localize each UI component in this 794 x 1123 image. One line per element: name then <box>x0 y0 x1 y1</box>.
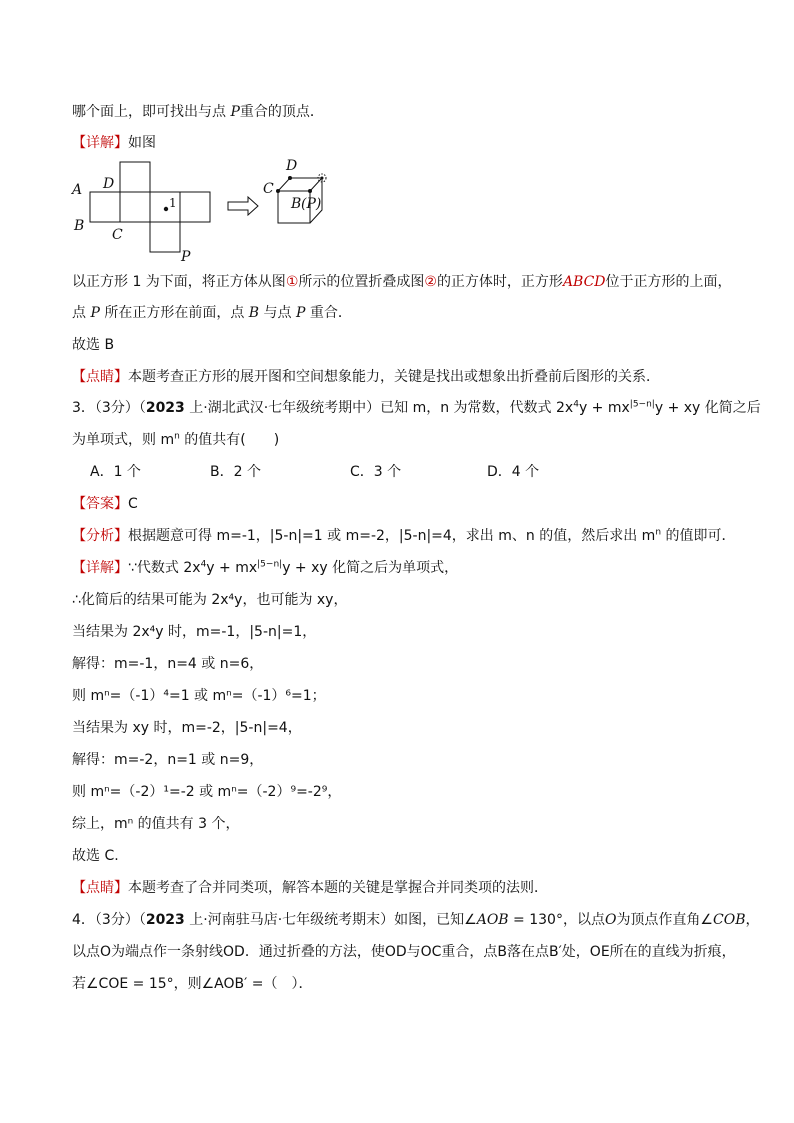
comment-text: 本题考查正方形的展开图和空间想象能力，关键是找出或想象出折叠前后图形的关系． <box>128 369 660 385</box>
detail-tag: 【详解】 <box>72 560 128 576</box>
text: 所在正方形在前面，点 <box>99 305 249 321</box>
text: 的值即可． <box>661 528 736 544</box>
option-b: B．2 个 <box>210 464 261 480</box>
answer-line <box>72 494 138 514</box>
text: 的值共有( ) <box>179 432 280 448</box>
analysis-text: 根据题意可得 m=-1，|5-n|=1 或 m=-2，|5-n|=4，求出 m、n 的值，然后求出 m <box>128 528 656 544</box>
cube-net-figure <box>70 158 340 266</box>
comment-tag: 【点睛】 <box>72 880 128 896</box>
text: 4．（3分）（ <box>72 912 146 928</box>
text: 重合的顶点． <box>239 104 324 120</box>
text: 为单项式，则 m <box>72 432 175 448</box>
q3-line-1 <box>72 398 761 418</box>
answer-text: C <box>128 496 138 512</box>
year: 2023 <box>145 400 185 416</box>
cube-label-p: (P) <box>301 196 322 212</box>
choose-line: 故选 B <box>72 337 115 353</box>
explain-line-1 <box>72 272 732 292</box>
detail2-line <box>72 558 458 578</box>
label-c: C <box>112 227 123 243</box>
label-b: B <box>74 218 85 234</box>
cube-label-c: C <box>263 181 274 197</box>
text: 重合． <box>305 305 352 321</box>
top-line <box>72 102 324 122</box>
step-line: 则 mⁿ=（-1）⁴=1 或 mⁿ=（-1）⁶=1； <box>72 688 326 704</box>
cube-label-b: B <box>291 196 302 212</box>
text: 位于正方形的上面， <box>605 274 732 290</box>
label-a: A <box>72 182 83 198</box>
exponent: n <box>655 527 662 538</box>
text: 点 <box>72 305 91 321</box>
comment-tag: 【点睛】 <box>72 369 128 385</box>
q4-line-2: 以点O为端点作一条射线OD．通过折叠的方法，使OD与OC重合，点B落在点B′处，OE所在的直线为折痕， <box>72 944 736 960</box>
q3-line-2 <box>72 430 279 450</box>
point-b: B <box>248 305 260 321</box>
explain-line-2 <box>72 303 352 323</box>
text: 哪个面上，即可找出与点 <box>72 104 231 120</box>
option-c: C．3 个 <box>350 464 402 480</box>
point-p: P <box>230 104 240 120</box>
abcd: ABCD <box>562 274 606 290</box>
step-line: 故选 C. <box>72 848 119 864</box>
exponent: 4 <box>200 559 207 570</box>
text: 3．（3分）（ <box>72 400 146 416</box>
option-a: A．1 个 <box>90 464 141 480</box>
exponent: |5−n| <box>629 399 655 410</box>
text: y + xy 化简之后为单项式， <box>282 560 459 576</box>
point-p: P <box>295 305 306 321</box>
text: y + mx <box>578 400 630 416</box>
step-line: 当结果为 xy 时，m=-2，|5-n|=4， <box>72 720 302 736</box>
step-line: 综上，mⁿ 的值共有 3 个， <box>72 816 240 832</box>
text: y + mx <box>206 560 258 576</box>
detail-tag: 【详解】 <box>72 135 128 151</box>
label-p: P <box>181 249 191 265</box>
analysis-line <box>72 526 735 546</box>
cube-label-d: D <box>286 158 298 174</box>
year: 2023 <box>145 912 185 928</box>
step-line: 解得：m=-1，n=4 或 n=6， <box>72 656 264 672</box>
text: 与点 <box>259 305 296 321</box>
text: 以正方形 1 为下面，将正方体从图 <box>72 274 286 290</box>
comment-line-1 <box>72 367 660 387</box>
exponent: 4 <box>573 399 579 410</box>
text: 上·湖北武汉·七年级统考期中）已知 m，n 为常数，代数式 2x <box>184 400 574 416</box>
analysis-tag: 【分析】 <box>72 528 128 544</box>
step-line: 当结果为 2x⁴y 时，m=-1，|5-n|=1， <box>72 624 317 640</box>
angle-aob: AOB <box>476 912 509 928</box>
option-d: D．4 个 <box>487 464 540 480</box>
circle-1: ① <box>285 274 299 290</box>
text: 的正方体时，正方形 <box>436 274 563 290</box>
step-line: ∴化简后的结果可能为 2x⁴y，也可能为 xy， <box>72 592 348 608</box>
circle-2: ② <box>424 274 437 290</box>
exponent: |5−n| <box>257 559 283 570</box>
text: 所示的位置折叠成图 <box>298 274 425 290</box>
label-d: D <box>103 176 115 192</box>
step-line: 则 mⁿ=（-2）¹=-2 或 mⁿ=（-2）⁹=-2⁹， <box>72 784 342 800</box>
text: y + xy 化简之后 <box>654 400 761 416</box>
angle-cob: COB <box>713 912 746 928</box>
step-line: 解得：m=-2，n=1 或 n=9， <box>72 752 264 768</box>
point-p: P <box>90 305 100 321</box>
text: = 130°，以点 <box>508 912 605 928</box>
exponent: n <box>174 431 180 442</box>
answer-tag: 【答案】 <box>72 496 128 512</box>
label-1: 1 <box>169 196 177 210</box>
point-o: O <box>604 912 617 928</box>
detail-text: 如图 <box>128 135 156 151</box>
text: 上·河南驻马店·七年级统考期末）如图，已知∠ <box>184 912 477 928</box>
q4-line-3: 若∠COE = 15°，则∠AOB′ =（ ）． <box>72 976 313 992</box>
text: 为顶点作直角∠ <box>616 912 713 928</box>
comment-line-2 <box>72 878 548 898</box>
detail-line <box>72 133 156 153</box>
text: ， <box>745 912 760 928</box>
text: ∵代数式 2x <box>128 560 201 576</box>
q4-line-1 <box>72 910 759 930</box>
comment-text: 本题考查了合并同类项，解答本题的关键是掌握合并同类项的法则． <box>128 880 548 896</box>
